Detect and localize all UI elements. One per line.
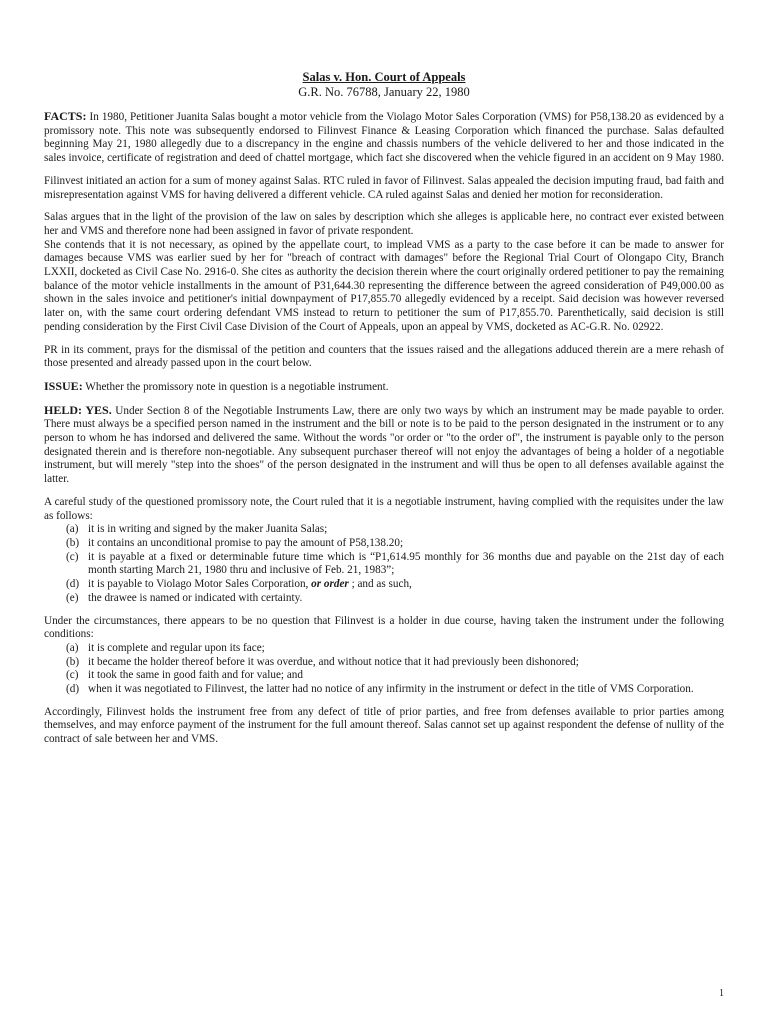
- list-item-text-after: ; and as such,: [351, 578, 412, 591]
- list-item-text: it took the same in good faith and for value; and: [88, 669, 303, 682]
- facts-text: In 1980, Petitioner Juanita Salas bought a motor vehicle from the Violago Motor Sales Corporation (VMS) for P58,138.20 as evidenced by a promissory note. This note was subsequently endorsed to Filinvest Finance & Leasing Corporation which financed the purchase. Salas defaulted beginning May 21, 1980 allegedly due to a discrepancy in the engine and chassis numbers of the vehicle delivered to her and those indicated in the sales invoice, certificate of registration and deed of chattel mortgage, which fact she discovered when the vehicle figured in an accident on 9 May 1980.: [44, 111, 725, 165]
- list-item: [44, 642, 724, 656]
- list-item-text: it is payable at a fixed or determinable future time which is “P1,614.95 monthly for 36 months due and payable on the 21st day of each month starting March 21, 1980 thru and inclusive of Feb. 21, 1983”;: [88, 550, 724, 577]
- paragraph-study-intro: A careful study of the questioned promissory note, the Court ruled that it is a negotiable instrument, having complied with the requisites under the law as follows:: [44, 495, 724, 522]
- list-item-text: it became the holder thereof before it was overdue, and without notice that it had previously been dishonored;: [88, 655, 579, 668]
- requisites-list: [44, 523, 724, 605]
- paragraph-conclusion: Accordingly, Filinvest holds the instrument free from any defect of title of prior parties, and free from defenses available to prior parties among themselves, and may enforce payment of the instrument for the full amount thereof. Salas cannot set up against respondent the defense of nullity of the contract of sale between her and VMS.: [44, 705, 724, 746]
- paragraph-pr-comment: PR in its comment, prays for the dismissal of the petition and counters that the issues raised and the allegations adduced therein are a mere rehash of those presented and already passed upon in the court below.: [44, 343, 724, 370]
- paragraph-salas-contends: She contends that it is not necessary, as opined by the appellate court, to implead VMS as a party to the case before it can be made to answer for damages because VMS was earlier sued by her for "breach of contract with damages" before the Regional Trial Court of Olongapo City, Branch LXXII, docketed as Civil Case No. 2916-0. She cites as authority the decision therein where the court originally ordered petitioner to pay the remaining balance of the motor vehicle installments in the amount of P31,644.30 representing the difference between the agreed consideration of P49,000.00 as shown in the sales invoice and petitioner's initial downpayment of P17,855.70 allegedly evidenced by a receipt. Said decision was however reversed later on, with the same court ordering defendant VMS instead to return to petitioner the sum of P17,855.70. Parenthetically, said decision is still pending consideration by the First Civil Case Division of the Court of Appeals, upon an appeal by VMS, docketed as AC-G.R. No. 02922.: [44, 238, 724, 333]
- list-item-text: the drawee is named or indicated with certainty.: [88, 591, 303, 604]
- list-marker: (d): [66, 683, 80, 696]
- list-item-text: when it was negotiated to Filinvest, the latter had no notice of any infirmity in the instrument or defect in the title of VMS Corporation.: [88, 683, 694, 696]
- list-item-text: it is in writing and signed by the maker Juanita Salas;: [88, 523, 328, 536]
- facts-label: FACTS:: [44, 109, 87, 123]
- list-item: [44, 523, 724, 537]
- issue-paragraph: [44, 380, 724, 395]
- held-label: HELD: YES.: [44, 402, 112, 417]
- list-marker: (a): [66, 523, 79, 536]
- list-marker: (d): [66, 578, 80, 591]
- case-title: Salas v. Hon. Court of Appeals: [302, 70, 466, 84]
- or-order-emphasis: or order: [311, 578, 349, 591]
- list-item: [44, 592, 724, 606]
- list-item: [44, 656, 724, 670]
- list-marker: (e): [66, 591, 79, 604]
- facts-paragraph: [44, 110, 724, 166]
- held-paragraph: [44, 404, 724, 487]
- list-marker: (c): [66, 669, 79, 682]
- list-item-text: it is complete and regular upon its face;: [88, 641, 265, 654]
- list-item: [44, 669, 724, 683]
- list-item: [44, 537, 724, 551]
- list-item-text: it contains an unconditional promise to pay the amount of P58,138.20;: [88, 536, 404, 549]
- conditions-list: [44, 642, 724, 697]
- issue-label: ISSUE:: [44, 378, 83, 393]
- paragraph-salas-argues: Salas argues that in the light of the provision of the law on sales by description which she alleges is applicable here, no contract ever existed between her and VMS and therefore none had been assigned in favor of private respondent.: [44, 211, 724, 237]
- paragraph-circumstances-intro: Under the circumstances, there appears to be no question that Filinvest is a holder in due course, having taken the instrument under the following conditions:: [44, 614, 724, 641]
- list-item: [44, 683, 724, 697]
- paragraph-filinvest-action: Filinvest initiated an action for a sum of money against Salas. RTC ruled in favor of Filinvest. Salas appealed the decision imputing fraud, bad faith and misrepresentation against VMS for having delivered a different vehicle. CA ruled against Salas and denied her motion for reconsideration.: [44, 174, 724, 201]
- list-marker: (b): [66, 536, 80, 549]
- page-number: 1: [719, 988, 724, 999]
- list-item-text: it is payable to Violago Motor Sales Corporation,: [88, 578, 309, 591]
- list-marker: (c): [66, 550, 79, 563]
- case-citation: G.R. No. 76788, January 22, 1980: [298, 85, 470, 99]
- issue-text: Whether the promissory note in question is a negotiable instrument.: [85, 380, 389, 393]
- list-item: [44, 578, 724, 592]
- list-item: [44, 551, 724, 578]
- list-marker: (b): [66, 655, 80, 668]
- list-marker: (a): [66, 641, 79, 654]
- held-text: Under Section 8 of the Negotiable Instruments Law, there are only two ways by which an instrument may be made payable to order. There must always be a specified person named in the instrument and the bill or note is to be paid to the person designated in the instrument or to any person to whom he has indorsed and delivered the same. Without the words "or order or "to the order of", the instrument is payable only to the person designated therein and is therefore non-negotiable. Any subsequent purchaser thereof will not enjoy the advantages of being a holder of a negotiable instrument, but will merely "step into the shoes" of the person designated in the instrument and will thus be open to all defenses available against the latter.: [44, 404, 725, 486]
